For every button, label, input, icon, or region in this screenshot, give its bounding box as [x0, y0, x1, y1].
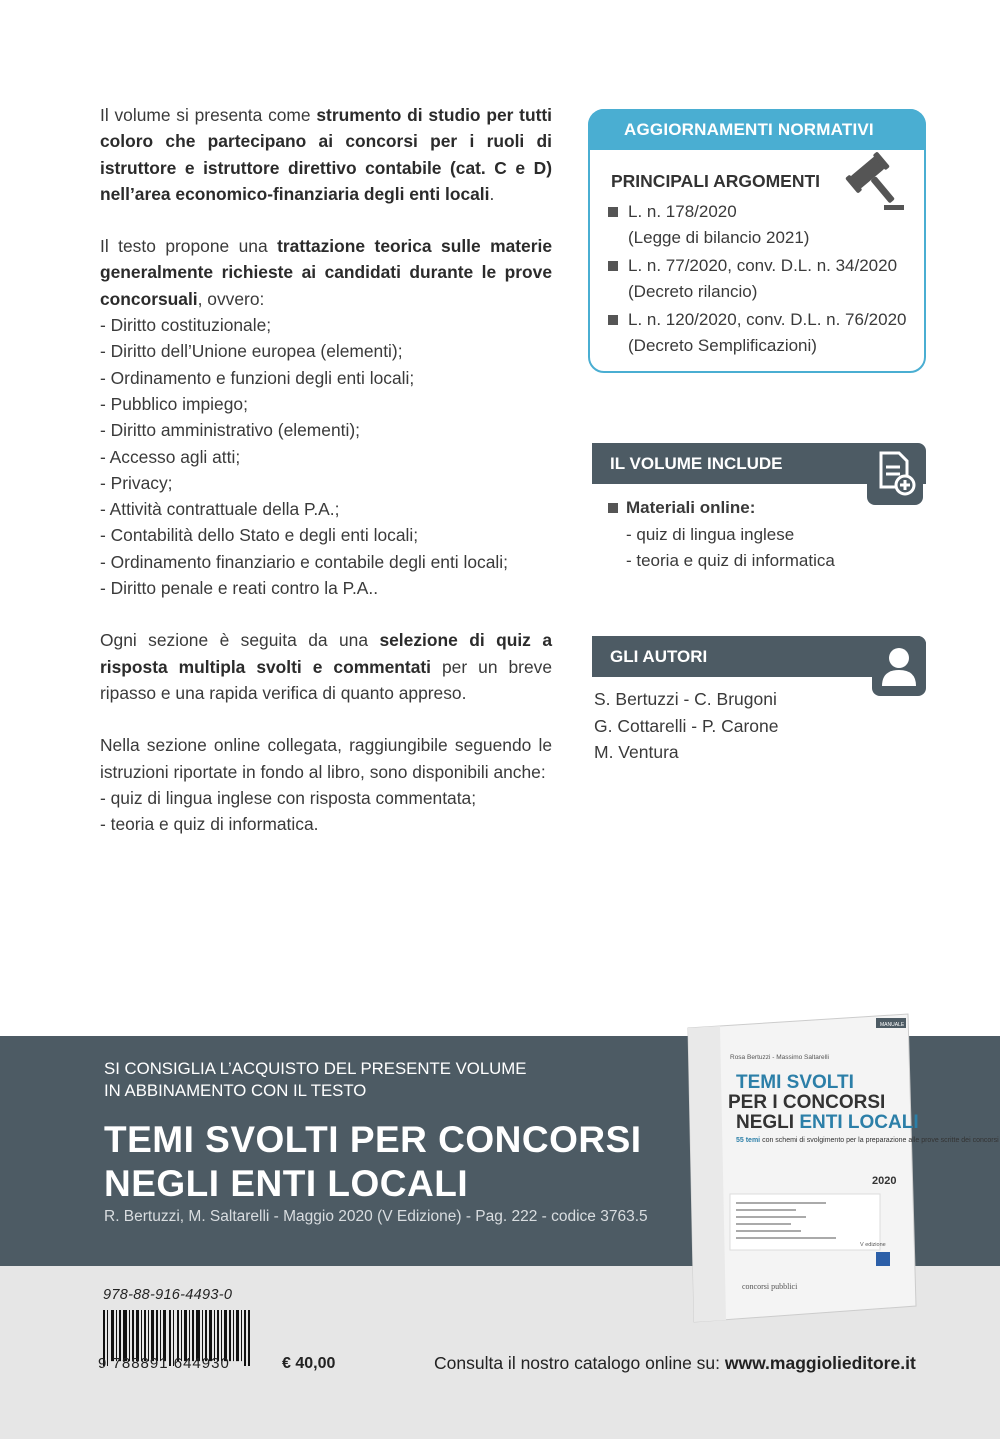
recommended-title: TEMI SVOLTI PER CONCORSI NEGLI ENTI LOCALI: [104, 1119, 642, 1204]
book-title-line2: PER I CONCORSI: [728, 1092, 886, 1113]
list-item: - Diritto costituzionale;: [100, 315, 272, 336]
list-item: - quiz di lingua inglese: [626, 524, 795, 544]
book-authors: Rosa Bertuzzi - Massimo Saltarelli: [730, 1054, 829, 1061]
authors-header: GLI AUTORI: [592, 636, 926, 677]
updates-subtitle: PRINCIPALI ARGOMENTI: [611, 171, 821, 191]
topics-list: [100, 312, 552, 601]
square-bullet-icon: [608, 207, 618, 217]
list-item: - Diritto dell’Unione europea (elementi);: [100, 341, 403, 362]
book-title-line3: NEGLI ENTI LOCALI: [736, 1112, 919, 1133]
updates-list: [608, 199, 907, 361]
intro-paragraph: Il volume si presenta come strumento di studio per tutti coloro che partecipano ai concorsi per i ruoli di istruttore e istruttore direttivo contabile (cat. C e D) nell’area economico-finanziaria degli enti locali.: [100, 105, 552, 204]
list-item: G. Cottarelli - P. Carone: [594, 715, 779, 736]
book-edition: V edizione: [860, 1242, 886, 1248]
list-item: - Ordinamento finanziario e contabile degli enti locali;: [100, 551, 508, 572]
updates-box: [588, 109, 926, 373]
online-paragraph: Nella sezione online collegata, raggiungibile seguendo le istruzioni riportate in fondo al libro, sono disponibili anche:: [100, 735, 552, 782]
square-bullet-icon: [608, 503, 618, 513]
list-item: Materiali online:: [608, 495, 835, 522]
book-label: MANUALE: [880, 1022, 905, 1028]
book-title-line1: TEMI SVOLTI: [736, 1072, 854, 1093]
authors-list: [594, 686, 778, 766]
quiz-paragraph: Ogni sezione è seguita da una selezione di quiz a risposta multipla svolti e commentati per un breve ripasso e una rapida verifica di quanto appreso.: [100, 630, 552, 703]
book-cover-image: [680, 1014, 999, 1322]
list-item: - teoria e quiz di informatica.: [100, 814, 319, 835]
description-column: [100, 102, 552, 863]
list-item: L. n. 178/2020 (Legge di bilancio 2021): [608, 199, 907, 251]
list-item: S. Bertuzzi - C. Brugoni: [594, 689, 777, 709]
topics-intro: Il testo propone una trattazione teorica sulle materie generalmente richieste ai candidati durante le prove concorsuali, ovvero:: [100, 236, 552, 309]
book-description: 55 temi con schemi di svolgimento per la preparazione alle prove scritte dei concorsi: [736, 1137, 999, 1144]
list-item: - Diritto amministrativo (elementi);: [100, 420, 360, 441]
user-icon: [872, 636, 926, 696]
price: € 40,00: [282, 1355, 336, 1372]
list-item: - teoria e quiz di informatica: [626, 551, 835, 570]
include-header: IL VOLUME INCLUDE: [592, 443, 926, 484]
document-add-icon: [867, 443, 923, 505]
ean-number: 9 788891 644930: [98, 1355, 230, 1372]
square-bullet-icon: [608, 261, 618, 271]
list-item: - quiz di lingua inglese con risposta commentata;: [100, 787, 477, 808]
list-item: - Attività contrattuale della P.A.;: [100, 499, 340, 520]
list-item: - Diritto penale e reati contro la P.A..: [100, 578, 379, 599]
catalog-link[interactable]: Consulta il nostro catalogo online su: www.maggiolieditore.it: [434, 1353, 916, 1373]
list-item: - Contabilità dello Stato e degli enti locali;: [100, 525, 419, 546]
online-list: [100, 785, 552, 838]
square-bullet-icon: [608, 315, 618, 325]
include-list: [608, 495, 835, 575]
list-item: - Pubblico impiego;: [100, 393, 248, 414]
list-item: M. Ventura: [594, 742, 679, 762]
updates-header: AGGIORNAMENTI NORMATIVI: [588, 109, 926, 150]
book-year: 2020: [872, 1175, 897, 1187]
list-item: - Privacy;: [100, 472, 173, 493]
list-item: - Accesso agli atti;: [100, 446, 241, 467]
list-item: L. n. 77/2020, conv. D.L. n. 34/2020 (Decreto rilancio): [608, 253, 907, 305]
recommended-details: R. Bertuzzi, M. Saltarelli - Maggio 2020 (V Edizione) - Pag. 222 - codice 3763.5: [104, 1208, 648, 1225]
isbn: 978-88-916-4493-0: [103, 1287, 233, 1303]
list-item: L. n. 120/2020, conv. D.L. n. 76/2020 (Decreto Semplificazioni): [608, 307, 907, 359]
recommendation-text: SI CONSIGLIA L’ACQUISTO DEL PRESENTE VOLUME IN ABBINAMENTO CON IL TESTO: [104, 1059, 527, 1100]
list-item: - Ordinamento e funzioni degli enti locali;: [100, 367, 415, 388]
book-series: concorsi pubblici: [742, 1282, 798, 1291]
